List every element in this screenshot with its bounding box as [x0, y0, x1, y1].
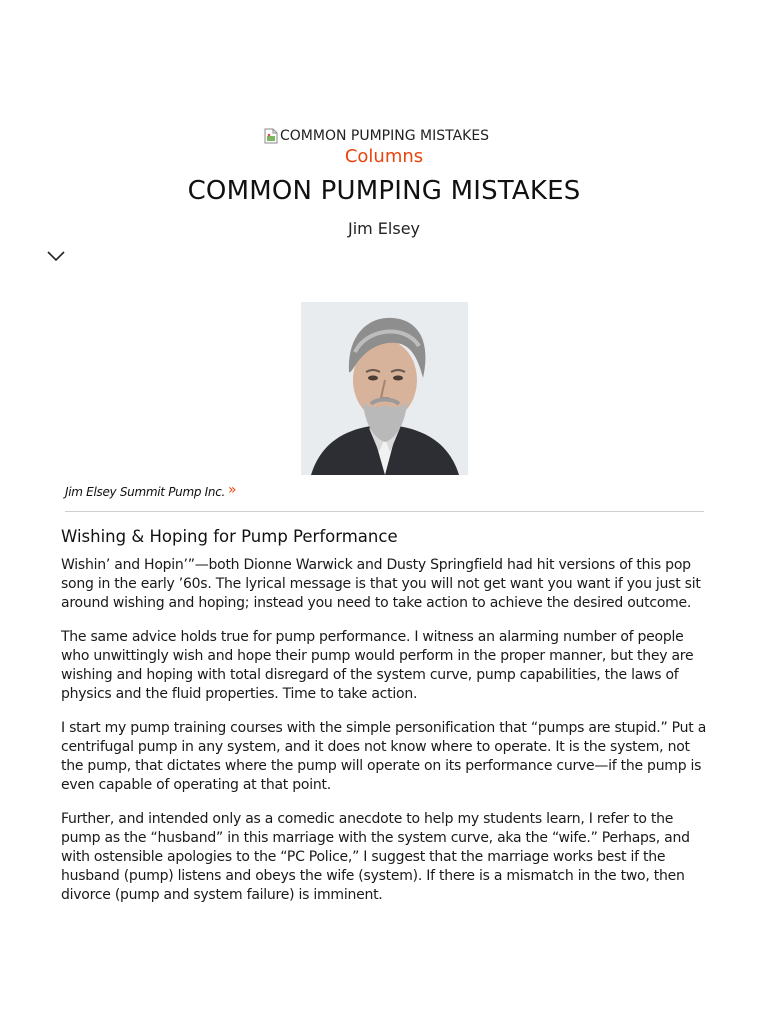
author-portrait-illustration	[301, 302, 468, 475]
caption-more-link[interactable]: »	[228, 482, 237, 498]
article-heading: Wishing & Hoping for Pump Performance	[61, 527, 398, 546]
article-paragraph: Wishin’ and Hopin’”—both Dionne Warwick and Dusty Springfield had hit versions of this pop song in the early ’60s. The lyrical message is that you will not get want you want if you just sit around wishing and hoping; instead you need to take action to achieve the desired outcome.	[61, 557, 701, 611]
divider	[65, 511, 704, 512]
chevron-down-icon[interactable]	[46, 248, 66, 262]
photo-caption-text: Jim Elsey Summit Pump Inc.	[65, 485, 226, 499]
article-paragraph: The same advice holds true for pump performance. I witness an alarming number of people who unwittingly wish and hope their pump would perform in the proper manner, but they are wishing and hoping with total disregard of the system curve, pump capabilities, the laws of physics and the fluid properties. Time to take action.	[61, 629, 694, 702]
section-link-columns[interactable]: Columns	[344, 146, 424, 167]
header-image-alt-text: COMMON PUMPING MISTAKES	[280, 128, 490, 144]
article-body	[61, 527, 711, 920]
article-paragraph: I start my pump training courses with the simple personification that “pumps are stupid.” Put a centrifugal pump in any system, and it does not know where to operate. It is the system, not the pump, that dictates where the pump will operate on its performance curve—if the pump is even capable of operating at that point.	[61, 720, 707, 793]
header-image	[264, 128, 489, 144]
author-name: Jim Elsey	[347, 219, 421, 238]
photo-caption	[65, 482, 236, 499]
broken-image-icon	[264, 128, 278, 144]
author-photo	[301, 302, 468, 475]
article-paragraph: Further, and intended only as a comedic anecdote to help my students learn, I refer to the pump as the “husband” in this marriage with the system curve, aka the “wife.” Perhaps, and with ostensible apologies to the “PC Police,” I suggest that the marriage works best if the husband (pump) listens and obeys the wife (system). If there is a mismatch in the two, then divorce (pump and system failure) is imminent.	[61, 811, 690, 903]
page-title: COMMON PUMPING MISTAKES	[187, 176, 581, 206]
